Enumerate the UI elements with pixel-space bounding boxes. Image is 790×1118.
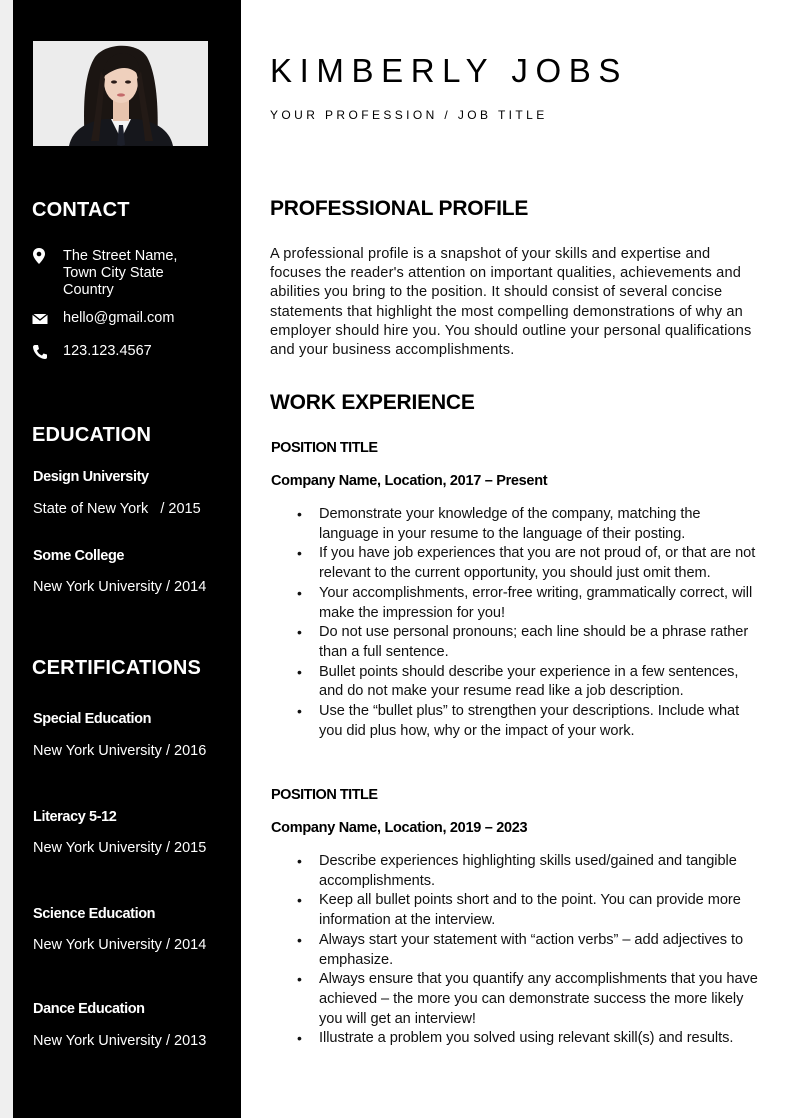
envelope-icon xyxy=(32,310,50,327)
job-bullet: • Always ensure that you quantify any accomplishments that you have achieved – the more you can demonstrate success the more likely you will get an interview! xyxy=(319,970,761,1029)
certification-detail: New York University / 2015 xyxy=(33,840,207,856)
certification-title: Science Education xyxy=(33,906,156,922)
contact-address xyxy=(32,248,232,300)
address-line: The Street Name, xyxy=(63,248,178,264)
contact-phone xyxy=(32,343,232,360)
education-heading: EDUCATION xyxy=(32,424,152,446)
email-text[interactable]: hello@gmail.com xyxy=(63,310,175,326)
certification-detail: New York University / 2013 xyxy=(33,1033,207,1049)
job-bullet: • Illustrate a problem you solved using relevant skill(s) and results. xyxy=(319,1029,761,1049)
job-bullet: • Use the “bullet plus” to strengthen your descriptions. Include what you did plus how, why or the impact of your work. xyxy=(319,702,761,741)
phone-icon xyxy=(32,343,50,360)
job-bullet: • Describe experiences highlighting skills used/gained and tangible accomplishments. xyxy=(319,852,761,891)
sidebar xyxy=(13,0,241,1118)
phone-text[interactable]: 123.123.4567 xyxy=(63,343,152,359)
education-detail: State of New York / 2015 xyxy=(33,501,201,517)
job-bullet: • Always start your statement with “action verbs” – add adjectives to emphasize. xyxy=(319,931,761,970)
profile-photo xyxy=(33,41,208,146)
job-bullet-list xyxy=(319,852,761,1049)
address-text xyxy=(63,248,233,299)
job-bullet: • Your accomplishments, error-free writing, grammatically correct, will make the impression for you! xyxy=(319,584,761,623)
candidate-name: KIMBERLY JOBS xyxy=(270,52,628,89)
company-line: Company Name, Location, 2017 – Present xyxy=(271,473,548,489)
profile-paragraph: A professional profile is a snapshot of your skills and expertise and focuses the reader's attention on important qualities, achievements and abilities you bring to the position. It should consist of several concise statements that highlight the most compelling demonstrations of why an employer should hire you. You should outline your personal qualifications and your business accomplishments. xyxy=(270,246,752,359)
contact-heading: CONTACT xyxy=(32,199,130,221)
job-bullet: • Keep all bullet points short and to the point. You can provide more information at the interview. xyxy=(319,891,761,930)
page-edge-strip xyxy=(0,0,13,1118)
work-experience-heading: WORK EXPERIENCE xyxy=(270,391,475,414)
address-line: Town City State xyxy=(63,265,164,281)
job-bullet: • Demonstrate your knowledge of the company, matching the language in your resume to the language of their posting. xyxy=(319,505,761,544)
job-bullet: • If you have job experiences that you are not proud of, or that are not relevant to the current opportunity, you should just omit them. xyxy=(319,544,761,583)
profile-heading: PROFESSIONAL PROFILE xyxy=(270,197,529,220)
certification-title: Literacy 5-12 xyxy=(33,809,117,825)
job-bullet: • Bullet points should describe your experience in a few sentences, and do not make your resume read like a job description. xyxy=(319,663,761,702)
company-line: Company Name, Location, 2019 – 2023 xyxy=(271,820,528,836)
contact-email xyxy=(32,310,232,327)
job-title: YOUR PROFESSION / JOB TITLE xyxy=(270,108,548,122)
education-detail: New York University / 2014 xyxy=(33,579,207,595)
position-title: POSITION TITLE xyxy=(271,787,378,803)
education-school: Design University xyxy=(33,469,149,485)
certification-detail: New York University / 2014 xyxy=(33,937,207,953)
address-line: Country xyxy=(63,282,114,298)
main-content xyxy=(241,0,790,1118)
certification-title: Special Education xyxy=(33,711,152,727)
certifications-heading: CERTIFICATIONS xyxy=(32,657,202,679)
certification-title: Dance Education xyxy=(33,1001,145,1017)
education-school: Some College xyxy=(33,548,125,564)
position-title: POSITION TITLE xyxy=(271,440,378,456)
location-pin-icon xyxy=(32,248,50,265)
job-bullet: • Do not use personal pronouns; each line should be a phrase rather than a full sentence. xyxy=(319,623,761,662)
certification-detail: New York University / 2016 xyxy=(33,743,207,759)
job-bullet-list xyxy=(319,505,761,741)
